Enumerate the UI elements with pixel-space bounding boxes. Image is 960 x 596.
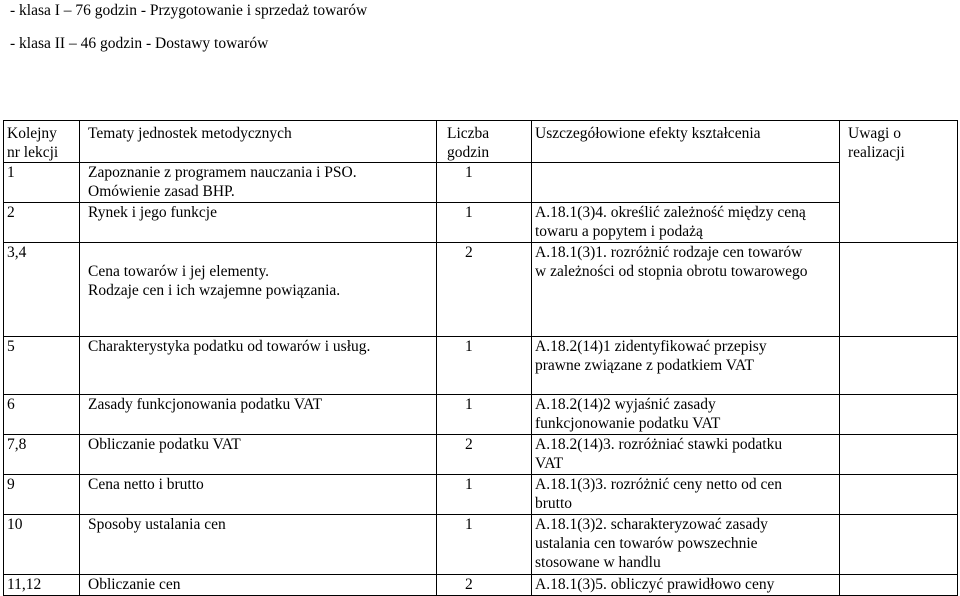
header-effects: Uszczegółowione efekty kształcenia xyxy=(532,121,840,163)
lesson-hours: 2 xyxy=(437,435,532,475)
lesson-notes xyxy=(840,575,958,596)
lesson-hours: 1 xyxy=(437,515,532,575)
lesson-notes xyxy=(840,395,958,435)
table-row xyxy=(4,243,958,337)
header-hours: Liczba godzin xyxy=(437,121,532,163)
lesson-notes xyxy=(840,475,958,515)
table-row xyxy=(4,163,958,203)
lesson-number: 3,4 xyxy=(4,243,80,337)
lesson-topic: Sposoby ustalania cen xyxy=(80,515,437,575)
lesson-number: 5 xyxy=(4,337,80,395)
lesson-number: 1 xyxy=(4,163,80,203)
lesson-notes xyxy=(840,243,958,337)
lesson-effect: A.18.2(14)3. rozróżniać stawki podatku VAT xyxy=(532,435,840,475)
table-row xyxy=(4,435,958,475)
lesson-topic: Zapoznanie z programem nauczania i PSO. Omówienie zasad BHP. xyxy=(80,163,437,203)
lesson-plan-table xyxy=(3,120,958,596)
lesson-hours: 1 xyxy=(437,163,532,203)
lesson-hours: 1 xyxy=(437,337,532,395)
lesson-hours: 1 xyxy=(437,395,532,435)
lesson-hours: 2 xyxy=(437,575,532,596)
lesson-notes xyxy=(840,515,958,575)
lesson-topic: Charakterystyka podatku od towarów i usług. xyxy=(80,337,437,395)
table-row xyxy=(4,575,958,596)
table-header-row xyxy=(4,121,958,163)
lesson-hours: 1 xyxy=(437,203,532,243)
header-topic: Tematy jednostek metodycznych xyxy=(80,121,437,163)
lesson-effect xyxy=(532,163,840,203)
lesson-effect: A.18.1(3)3. rozróżnić ceny netto od cen brutto xyxy=(532,475,840,515)
lesson-topic: Cena towarów i jej elementy. Rodzaje cen i ich wzajemne powiązania. xyxy=(80,243,437,337)
lesson-topic: Rynek i jego funkcje xyxy=(80,203,437,243)
lesson-number: 9 xyxy=(4,475,80,515)
lesson-notes xyxy=(840,337,958,395)
lesson-topic: Zasady funkcjonowania podatku VAT xyxy=(80,395,437,435)
lesson-topic: Obliczanie cen xyxy=(80,575,437,596)
lesson-effect: A.18.2(14)2 wyjaśnić zasady funkcjonowanie podatku VAT xyxy=(532,395,840,435)
table-row xyxy=(4,395,958,435)
intro-line-1: - klasa I – 76 godzin - Przygotowanie i sprzedaż towarów xyxy=(10,2,368,19)
lesson-effect: A.18.1(3)4. określić zależność między ceną towaru a popytem i podażą xyxy=(532,203,840,243)
lesson-number: 7,8 xyxy=(4,435,80,475)
lesson-effect: A.18.1(3)5. obliczyć prawidłowo ceny xyxy=(532,575,840,596)
lesson-hours: 1 xyxy=(437,475,532,515)
lesson-notes xyxy=(840,435,958,475)
table-row xyxy=(4,475,958,515)
lesson-number: 10 xyxy=(4,515,80,575)
lesson-hours: 2 xyxy=(437,243,532,337)
lesson-topic: Cena netto i brutto xyxy=(80,475,437,515)
intro-line-2: - klasa II – 46 godzin - Dostawy towarów xyxy=(10,35,269,52)
table-row xyxy=(4,515,958,575)
lesson-effect: A.18.1(3)1. rozróżnić rodzaje cen towarów w zależności od stopnia obrotu towarowego xyxy=(532,243,840,337)
table-row xyxy=(4,203,958,243)
lesson-topic: Obliczanie podatku VAT xyxy=(80,435,437,475)
lesson-effect: A.18.1(3)2. scharakteryzować zasady ustalania cen towarów powszechnie stosowane w handlu xyxy=(532,515,840,575)
header-notes: Uwagi o realizacji xyxy=(840,121,958,243)
lesson-number: 2 xyxy=(4,203,80,243)
lesson-number: 6 xyxy=(4,395,80,435)
table-row xyxy=(4,337,958,395)
lesson-effect: A.18.2(14)1 zidentyfikować przepisy prawne związane z podatkiem VAT xyxy=(532,337,840,395)
lesson-number: 11,12 xyxy=(4,575,80,596)
header-lesson-number: Kolejny nr lekcji xyxy=(4,121,80,163)
